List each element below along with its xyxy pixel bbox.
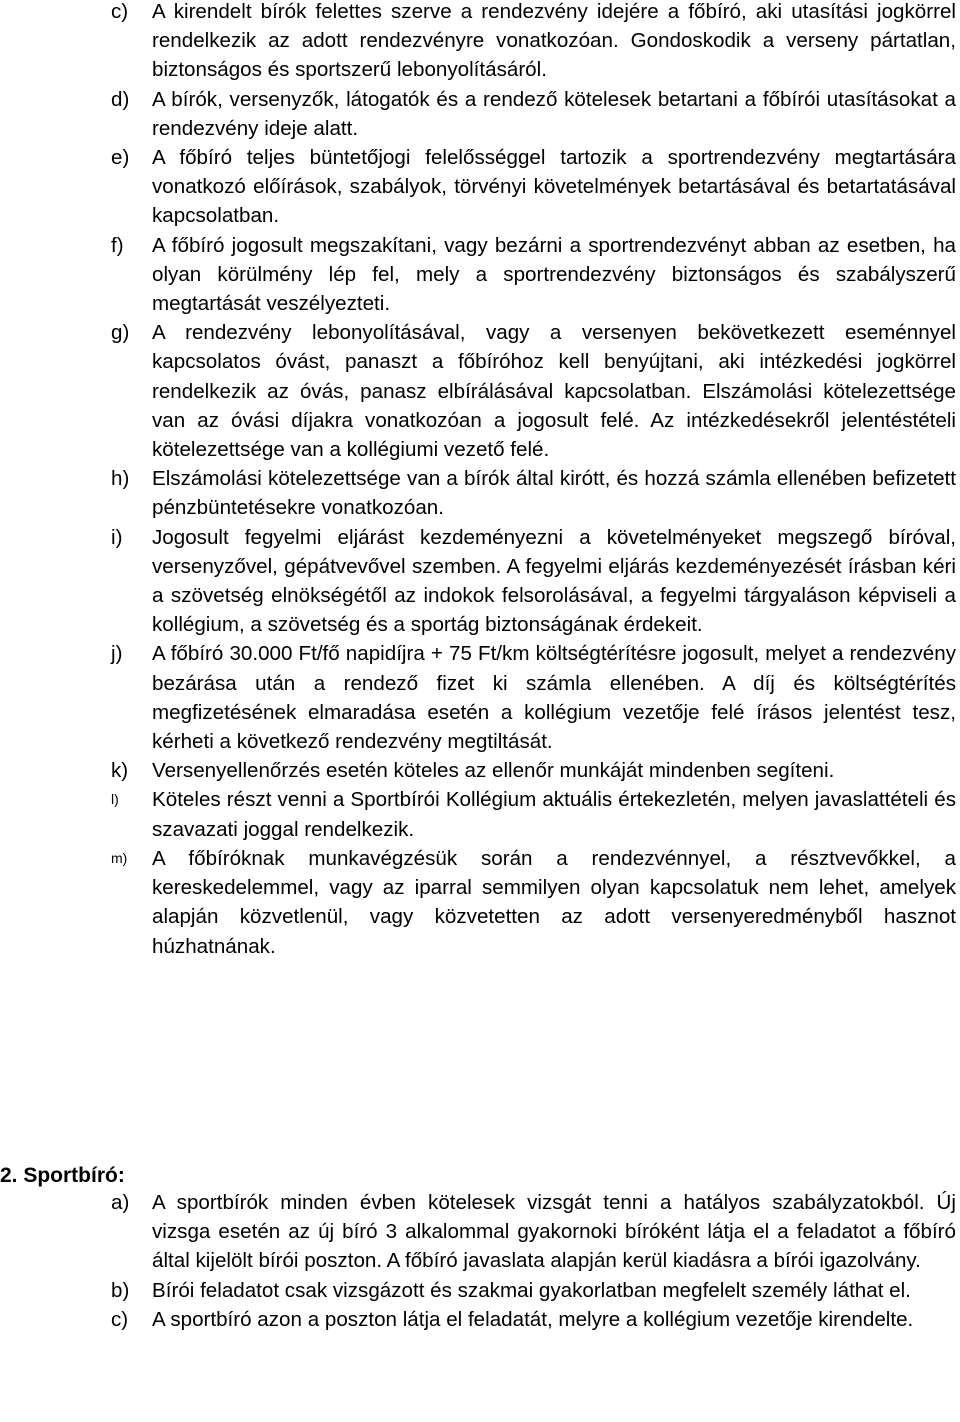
list-item-text: A bírók, versenyzők, látogatók és a rendező kötelesek betartani a főbírói utasításokat a rendezvény ideje alatt. [152, 87, 956, 140]
list-item-text: A sportbíró azon a poszton látja el feladatát, melyre a kollégium vezetője kirendelte. [152, 1307, 914, 1331]
list-marker: i) [111, 525, 123, 549]
list-item-text: Köteles részt venni a Sportbírói Kollégium aktuális értekezletén, melyen javaslattételi és szavazati joggal rendelkezik. [152, 788, 956, 841]
list-marker: a) [111, 1191, 130, 1214]
list-item-e [111, 143, 956, 231]
list-item-text: A sportbírók minden évben kötelesek vizsgát tenni a hatályos szabályzatokból. Új vizsga esetén az új bíró 3 alkalommal gyakornoki bíróként látja el a feladatot a főbíró által kijelölt bírói poszton. A főbíró javaslata alapján kerül kiadásra a bírói igazolvány. [152, 1191, 956, 1273]
list-item-text: A főbíró jogosult megszakítani, vagy bezárni a sportrendezvényt abban az esetben, ha olyan körülmény lép fel, mely a sportrendezvény biztonságos és szabályszerű megtartását veszélyezteti. [152, 233, 956, 316]
list-marker: l) [111, 791, 119, 808]
list-item-m [111, 844, 956, 961]
list-marker: h) [111, 467, 130, 491]
list-item-text: Bírói feladatot csak vizsgázott és szakmai gyakorlatban megfelelt személy láthat el. [152, 1278, 911, 1302]
list-item-text: A rendezvény lebonyolításával, vagy a versenyen bekövetkezett eseménnyel kapcsolatos óvást, panaszt a főbíróhoz kell benyújtani, aki intézkedési jogkörrel rendelkezik az óvás, panasz elbírálásával kapcsolatban. Elszámolási kötelezettsége van az óvási díjakra vonatkozóan a jogosult felé. Az intézkedésekről jelentéstételi kötelezettsége van a kollégiumi vezető felé. [152, 321, 956, 462]
list-item-k [111, 756, 956, 785]
list-item-text: Versenyellenőrzés esetén köteles az ellenőr munkáját mindenben segíteni. [152, 759, 835, 783]
list-marker: j) [111, 642, 123, 666]
list-item-text: A főbíróknak munkavégzésük során a rendezvénnyel, a résztvevőkkel, a kereskedelemmel, vagy az iparral semmilyen olyan kapcsolatuk nem lehet, amelyek alapján közvetlenül, vagy közvetetten az adott versenyeredményből hasznot húzhatnának. [152, 846, 956, 958]
list-item-text: Elszámolási kötelezettsége van a bírók által kirótt, és hozzá számla ellenében befizetett pénzbüntetésekre vonatkozóan. [152, 467, 956, 520]
list-item-i [111, 523, 956, 640]
list-item-text: A főbíró teljes büntetőjogi felelősséggel tartozik a sportrendezvény megtartására vonatkozó előírások, szabályok, törvényi követelmények betartásával és betartatásával kapcsolatban. [152, 146, 956, 228]
list-marker: g) [111, 321, 130, 345]
list-item-d [111, 85, 956, 143]
list-marker: b) [111, 1278, 130, 1302]
list-item-g [111, 318, 956, 464]
list-item-h [111, 464, 956, 522]
list-marker: k) [111, 759, 129, 783]
list-item-text: Jogosult fegyelmi eljárást kezdeményezni a követelményeket megszegő bíróval, versenyzővel, gépátvevővel szemben. A fegyelmi eljárás kezdeményezését írásban kéri a szövetség elnökségétől az indokok felsorolásával, a fegyelmi tárgyaláson képviseli a kollégium, a szövetség és a sportág biztonságának érdekeit. [152, 525, 956, 637]
section2-list [111, 1188, 956, 1334]
list-item-f [111, 231, 956, 319]
list-item-l [111, 785, 956, 843]
list-item-a [111, 1188, 956, 1276]
list-item-text: A kirendelt bírók felettes szerve a rendezvény idejére a főbíró, aki utasítási jogkörrel rendelkezik az adott rendezvényre vonatkozóan. Gondoskodik a verseny pártatlan, biztonságos és sportszerű lebonyolításáról. [152, 0, 956, 82]
list-item-c [111, 0, 956, 85]
list-marker: c) [111, 0, 129, 23]
list-marker: e) [111, 146, 130, 170]
section1-list [111, 0, 956, 961]
list-marker: c) [111, 1307, 129, 1331]
list-item-b [111, 1276, 956, 1305]
section-heading: 2. Sportbíró: [0, 1164, 125, 1187]
list-item-j [111, 639, 956, 756]
list-marker: d) [111, 87, 130, 111]
list-item-text: A főbíró 30.000 Ft/fő napidíjra + 75 Ft/km költségtérítésre jogosult, melyet a rendezvény bezárása után a rendező fizet ki számla ellenében. A díj és költségtérítés megfizetésének elmaradása esetén a kollégium vezetője felé írásos jelentést tesz, kérheti a következő rendezvény megtiltását. [152, 642, 956, 754]
list-item-c [111, 1305, 956, 1334]
list-marker: f) [111, 233, 124, 257]
list-marker: m) [111, 849, 128, 866]
